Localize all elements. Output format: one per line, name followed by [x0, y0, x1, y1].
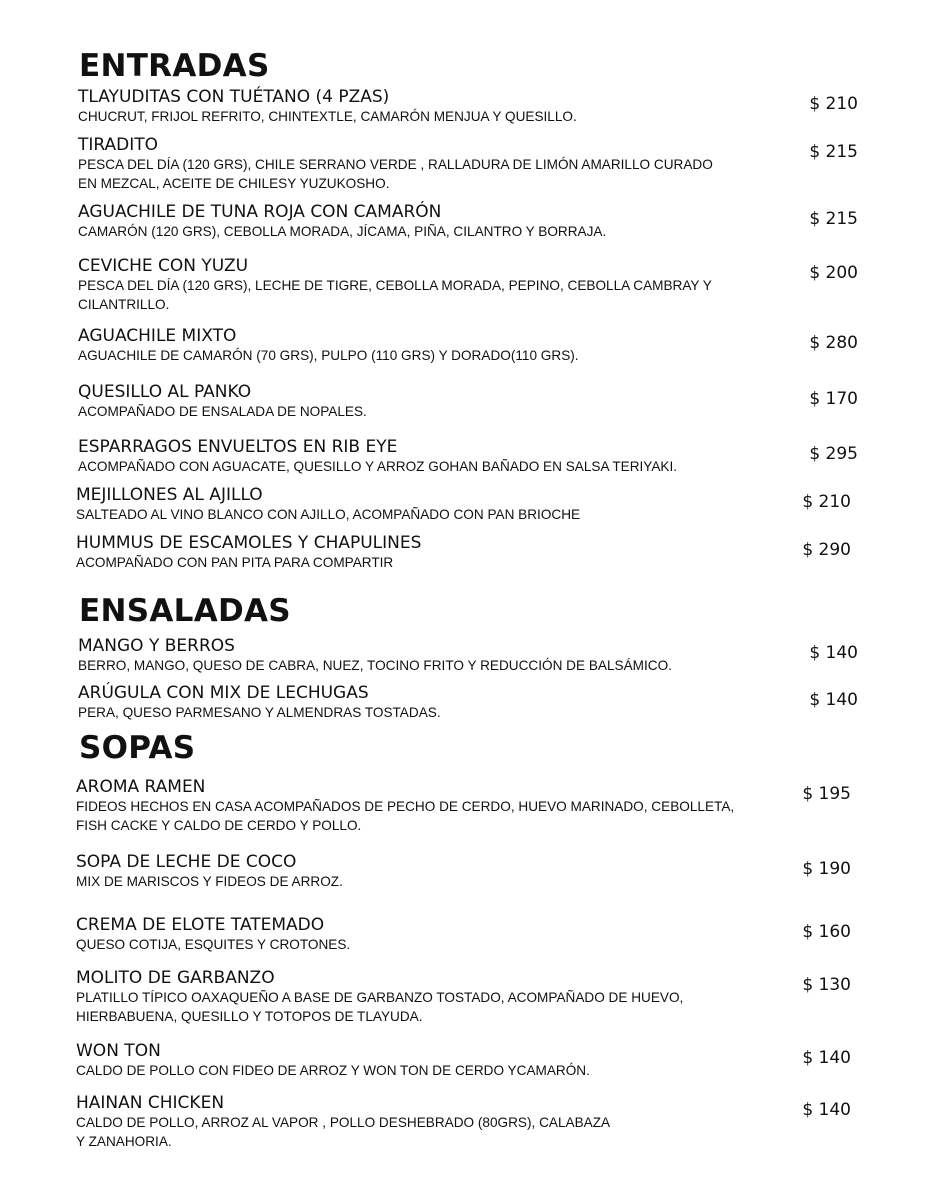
item-description: PESCA DEL DÍA (120 GRS), CHILE SERRANO VERDE , RALLADURA DE LIMÓN AMARILLO CURADO EN MEZCAL, ACEITE DE CHILESY YUZUKOSHO.: [78, 157, 713, 191]
item-price: $ 210: [802, 492, 851, 512]
item-price: $ 140: [809, 690, 858, 710]
item-price: $ 140: [809, 643, 858, 663]
menu-item: [78, 383, 858, 421]
menu-item: [76, 778, 856, 835]
item-name: ESPARRAGOS ENVUELTOS EN RIB EYE: [78, 437, 398, 457]
item-description: PESCA DEL DÍA (120 GRS), LECHE DE TIGRE, CEBOLLA MORADA, PEPINO, CEBOLLA CAMBRAY Y CILANTRILLO.: [78, 278, 712, 312]
item-description: CAMARÓN (120 GRS), CEBOLLA MORADA, JÍCAMA, PIÑA, CILANTRO Y BORRAJA.: [78, 224, 607, 239]
item-description: SALTEADO AL VINO BLANCO CON AJILLO, ACOMPAÑADO CON PAN BRIOCHE: [76, 507, 581, 522]
item-price: $ 170: [809, 389, 858, 409]
item-name: CREMA DE ELOTE TATEMADO: [76, 915, 325, 935]
item-price: $ 140: [802, 1048, 851, 1068]
item-name: WON TON: [76, 1041, 161, 1061]
item-price: $ 215: [809, 142, 858, 162]
item-price: $ 140: [802, 1100, 851, 1120]
item-price: $ 195: [802, 784, 851, 804]
item-description: ACOMPAÑADO CON AGUACATE, QUESILLO Y ARROZ GOHAN BAÑADO EN SALSA TERIYAKI.: [78, 459, 678, 474]
item-price: $ 210: [809, 94, 858, 114]
item-name: TLAYUDITAS CON TUÉTANO (4 PZAS): [78, 87, 390, 107]
item-description: MIX DE MARISCOS Y FIDEOS DE ARROZ.: [76, 874, 343, 889]
item-description: FIDEOS HECHOS EN CASA ACOMPAÑADOS DE PECHO DE CERDO, HUEVO MARINADO, CEBOLLETA, FISH CACKE Y CALDO DE CERDO Y POLLO.: [76, 799, 735, 833]
item-description: ACOMPAÑADO CON PAN PITA PARA COMPARTIR: [76, 555, 394, 570]
menu-item: [76, 916, 856, 954]
item-name: SOPA DE LECHE DE COCO: [76, 852, 297, 872]
menu-item: [78, 136, 858, 193]
item-name: AGUACHILE DE TUNA ROJA CON CAMARÓN: [78, 202, 442, 222]
menu-item: [76, 486, 856, 524]
menu-item: [78, 203, 858, 241]
menu-item: [78, 257, 858, 314]
item-description: AGUACHILE DE CAMARÓN (70 GRS), PULPO (110 GRS) Y DORADO(110 GRS).: [78, 348, 579, 363]
item-description: ACOMPAÑADO DE ENSALADA DE NOPALES.: [78, 404, 367, 419]
item-price: $ 290: [802, 540, 851, 560]
menu-item: [78, 637, 858, 675]
item-name: TIRADITO: [78, 135, 159, 155]
item-name: HUMMUS DE ESCAMOLES Y CHAPULINES: [76, 533, 422, 553]
item-price: $ 295: [809, 444, 858, 464]
section-title-sopas: SOPAS: [79, 730, 196, 766]
item-description: QUESO COTIJA, ESQUITES Y CROTONES.: [76, 937, 351, 952]
item-name: AGUACHILE MIXTO: [78, 326, 237, 346]
item-price: $ 280: [809, 333, 858, 353]
item-name: MEJILLONES AL AJILLO: [76, 485, 263, 505]
section-title-ensaladas: ENSALADAS: [79, 593, 291, 629]
menu-item: [78, 438, 858, 476]
item-description: CALDO DE POLLO CON FIDEO DE ARROZ Y WON TON DE CERDO YCAMARÓN.: [76, 1063, 590, 1078]
menu-item: [76, 1094, 856, 1151]
item-price: $ 130: [802, 975, 851, 995]
menu-item: [78, 327, 858, 365]
menu-item: [76, 1042, 856, 1080]
item-description: PLATILLO TÍPICO OAXAQUEÑO A BASE DE GARBANZO TOSTADO, ACOMPAÑADO DE HUEVO, HIERBABUENA, QUESILLO Y TOTOPOS DE TLAYUDA.: [76, 990, 684, 1024]
menu-item: [76, 969, 856, 1026]
item-price: $ 200: [809, 263, 858, 283]
item-description: PERA, QUESO PARMESANO Y ALMENDRAS TOSTADAS.: [78, 705, 441, 720]
menu-item: [76, 853, 856, 891]
menu-item: [78, 88, 858, 126]
item-name: QUESILLO AL PANKO: [78, 382, 252, 402]
item-price: $ 190: [802, 859, 851, 879]
item-name: MANGO Y BERROS: [78, 636, 235, 656]
section-title-entradas: ENTRADAS: [79, 48, 270, 84]
menu-item: [76, 534, 856, 572]
menu-item: [78, 684, 858, 722]
item-price: $ 160: [802, 922, 851, 942]
item-name: HAINAN CHICKEN: [76, 1093, 225, 1113]
item-name: MOLITO DE GARBANZO: [76, 968, 275, 988]
item-name: ARÚGULA CON MIX DE LECHUGAS: [78, 683, 369, 703]
item-description: BERRO, MANGO, QUESO DE CABRA, NUEZ, TOCINO FRITO Y REDUCCIÓN DE BALSÁMICO.: [78, 658, 672, 673]
item-name: AROMA RAMEN: [76, 777, 206, 797]
item-description: CHUCRUT, FRIJOL REFRITO, CHINTEXTLE, CAMARÓN MENJUA Y QUESILLO.: [78, 109, 577, 124]
item-description: CALDO DE POLLO, ARROZ AL VAPOR , POLLO DESHEBRADO (80GRS), CALABAZA Y ZANAHORIA.: [76, 1115, 610, 1149]
item-name: CEVICHE CON YUZU: [78, 256, 249, 276]
item-price: $ 215: [809, 209, 858, 229]
